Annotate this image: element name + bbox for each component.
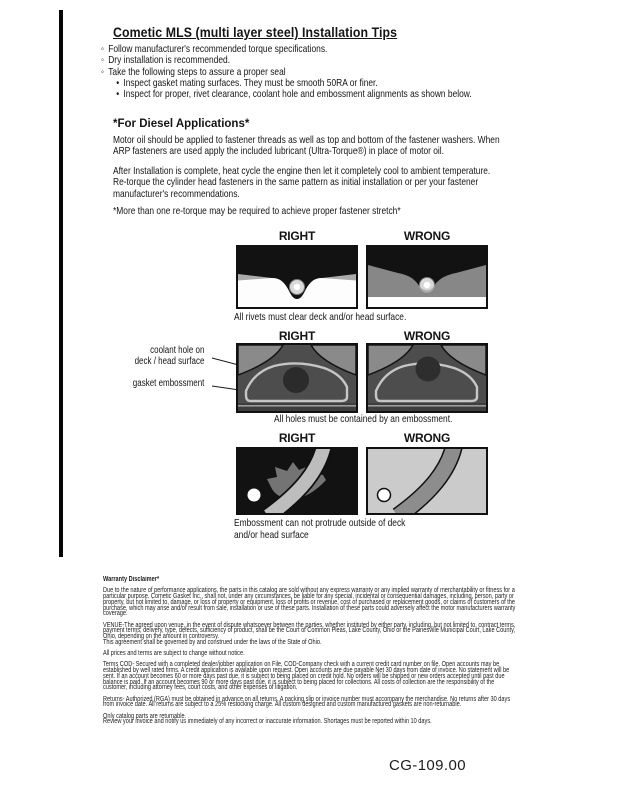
deck-strip-highlight (238, 405, 356, 407)
rivet-clear-diagram (238, 247, 356, 307)
warranty-disclaimer-heading: Warranty Disclaimer* (103, 576, 160, 583)
diagram3-wrong-label: WRONG (403, 431, 451, 445)
deck-strip (368, 403, 486, 411)
tip-text: Dry installation is recommended. (108, 54, 231, 67)
diagram1-right-box (236, 245, 358, 309)
page-edge-rule (59, 10, 63, 557)
dot-bullet-icon: • (116, 76, 120, 89)
deck-strip-highlight (368, 405, 486, 407)
diagram3-right-box (236, 447, 358, 515)
gasket-embossment-callout: gasket embossment (132, 378, 205, 389)
hole-outside-diagram (368, 345, 486, 411)
embossment-protruding-diagram (368, 449, 486, 513)
coolant-hole-callout (110, 346, 204, 368)
tip-text: Inspect for proper, rivet clearance, coolant hole and embossment alignments as shown below. (123, 88, 472, 101)
tip-text: Follow manufacturer's recommended torque specifications. (108, 43, 328, 55)
diagram2-right-box (236, 343, 358, 413)
page-title: Cometic MLS (multi layer steel) Installation Tips (113, 24, 398, 40)
rivet-hole (294, 284, 300, 290)
diesel-paragraph-2: After Installation is complete, heat cycle the engine then let it completely cool to ambient temperature. Re-torque the cylinder head fasteners in the same pattern as initial installation or per your fastener manufacturer's recommendations. (113, 165, 491, 200)
tip-text: Inspect gasket mating surfaces. They must be smooth 50RA or finer. (123, 76, 378, 89)
coolant-hole (416, 357, 441, 382)
diagram1-wrong-box (366, 245, 488, 309)
diesel-paragraph-1: Motor oil should be applied to fastener threads as well as top and bottom of the fastener washers. When ARP fasteners are used apply the included lubricant (Ultra-Torque®) in place of motor oil. (113, 134, 500, 158)
venue-paragraph: VENUE-The agreed upon venue, in the event of dispute whatsoever between the parties, whether instituted by either party, including, but not limited to, contract terms, payment terms, delivery, type, defects, sufficiency of product, shall be the Court of Common Pleas, Lake County, Ohio or the Painesville Municipal Court, Lake County, Ohio, depending on the amount in controversy. (103, 621, 516, 640)
bolt-hole (248, 489, 261, 502)
diagram2-wrong-box (366, 343, 488, 413)
diagram1-caption: All rivets must clear deck and/or head surface. (234, 311, 407, 323)
list-item (101, 89, 581, 100)
bolt-hole (378, 489, 391, 502)
legal-text-block (103, 577, 517, 731)
diagram3-right-label: RIGHT (278, 431, 316, 445)
returns-paragraph: Returns- Authorized (RGA) must be obtained in advance on all returns. A packing slip or invoice number must accompany the merchandise. No returns after 30 days from invoice date. All returns are subject to a 25% restocking charge. All custom designed and custom manufactured gaskets are non-returnable. (103, 695, 511, 709)
installation-tips-list (101, 44, 581, 100)
diagram1-right-label: RIGHT (278, 229, 316, 243)
diagram2-wrong-label: WRONG (403, 329, 451, 343)
governing-law-line: This agreement shall be governed by and construed under the laws of the State of Ohio. (103, 638, 322, 646)
catalog-parts-line: Only catalog parts are returnable. (103, 712, 187, 720)
rivet-interference-diagram (368, 247, 486, 307)
diagram2-right-label: RIGHT (278, 329, 316, 343)
embossment-contained-diagram (238, 449, 356, 513)
circle-bullet-icon: ◦ (101, 65, 104, 78)
circle-bullet-icon: ◦ (101, 54, 104, 67)
terms-cod-paragraph: Terms COD- Secured with a completed dealer/jobber application on File, COD-Company check with a current credit card number on file. Open accounts may be established by well rated firms. A credit application is available upon request. Open accounts are due payable Net 30 days from date of invoice. No statement will be sent. If an account becomes 60 or more days past due, it is subject to being placed on credit hold. No orders will be shipped or new orders accepted until past due balance is paid. If an account becomes 90 or more days past due, it is subject to being placed for collections. All costs of collection are the responsibility of the customer, including attorney fees, court costs, and other expenses of litigation. (103, 661, 510, 692)
callout-line: coolant hole on (150, 345, 205, 356)
tip-text: Take the following steps to assure a proper seal (108, 65, 286, 78)
dot-bullet-icon: • (116, 88, 120, 101)
deck-lower (368, 297, 486, 307)
circle-bullet-icon: ◦ (101, 43, 104, 55)
prices-terms-line: All prices and terms are subject to change without notice. (103, 650, 245, 657)
warranty-paragraph: Due to the nature of performance applications, the parts in this catalog are sold without any express warranty or any implied warranty of merchantability or fitness for a particular purpose. Cometic Gasket Inc., shall not, under any circumstances, be liable for any special, incidental or consequential damages, including, person, party or property, but not limited to, damage, or loss of property or equipment, loss of profits or revenue, cost of purchased or replacement goods, or claims of customers of the purchase, which may arise and/or result from sale, installation or use of these parts. Installation of these parts could adversely affect the motor manufacturers warranty coverage. (103, 587, 516, 618)
review-invoice-line: Review your invoice and notify us immediately of any incorrect or inaccurate information. Shortages must be reported within 10 days. (103, 718, 432, 726)
hole-contained-diagram (238, 345, 356, 411)
diagram3-wrong-box (366, 447, 488, 515)
diesel-applications-heading: *For Diesel Applications* (113, 118, 250, 130)
diagram3-caption: Embossment can not protrude outside of deck and/or head surface (234, 517, 406, 541)
callout-line: deck / head surface (134, 355, 205, 367)
coolant-hole (283, 367, 309, 393)
retorque-note: *More than one re-torque may be required to achieve proper fastener stretch* (113, 205, 401, 217)
diagram1-wrong-label: WRONG (403, 229, 451, 243)
page-code: CG-109.00 (389, 757, 466, 774)
diagram2-caption: All holes must be contained by an embossment. (274, 413, 453, 425)
deck-strip (238, 403, 356, 411)
rivet-hole (424, 282, 430, 288)
